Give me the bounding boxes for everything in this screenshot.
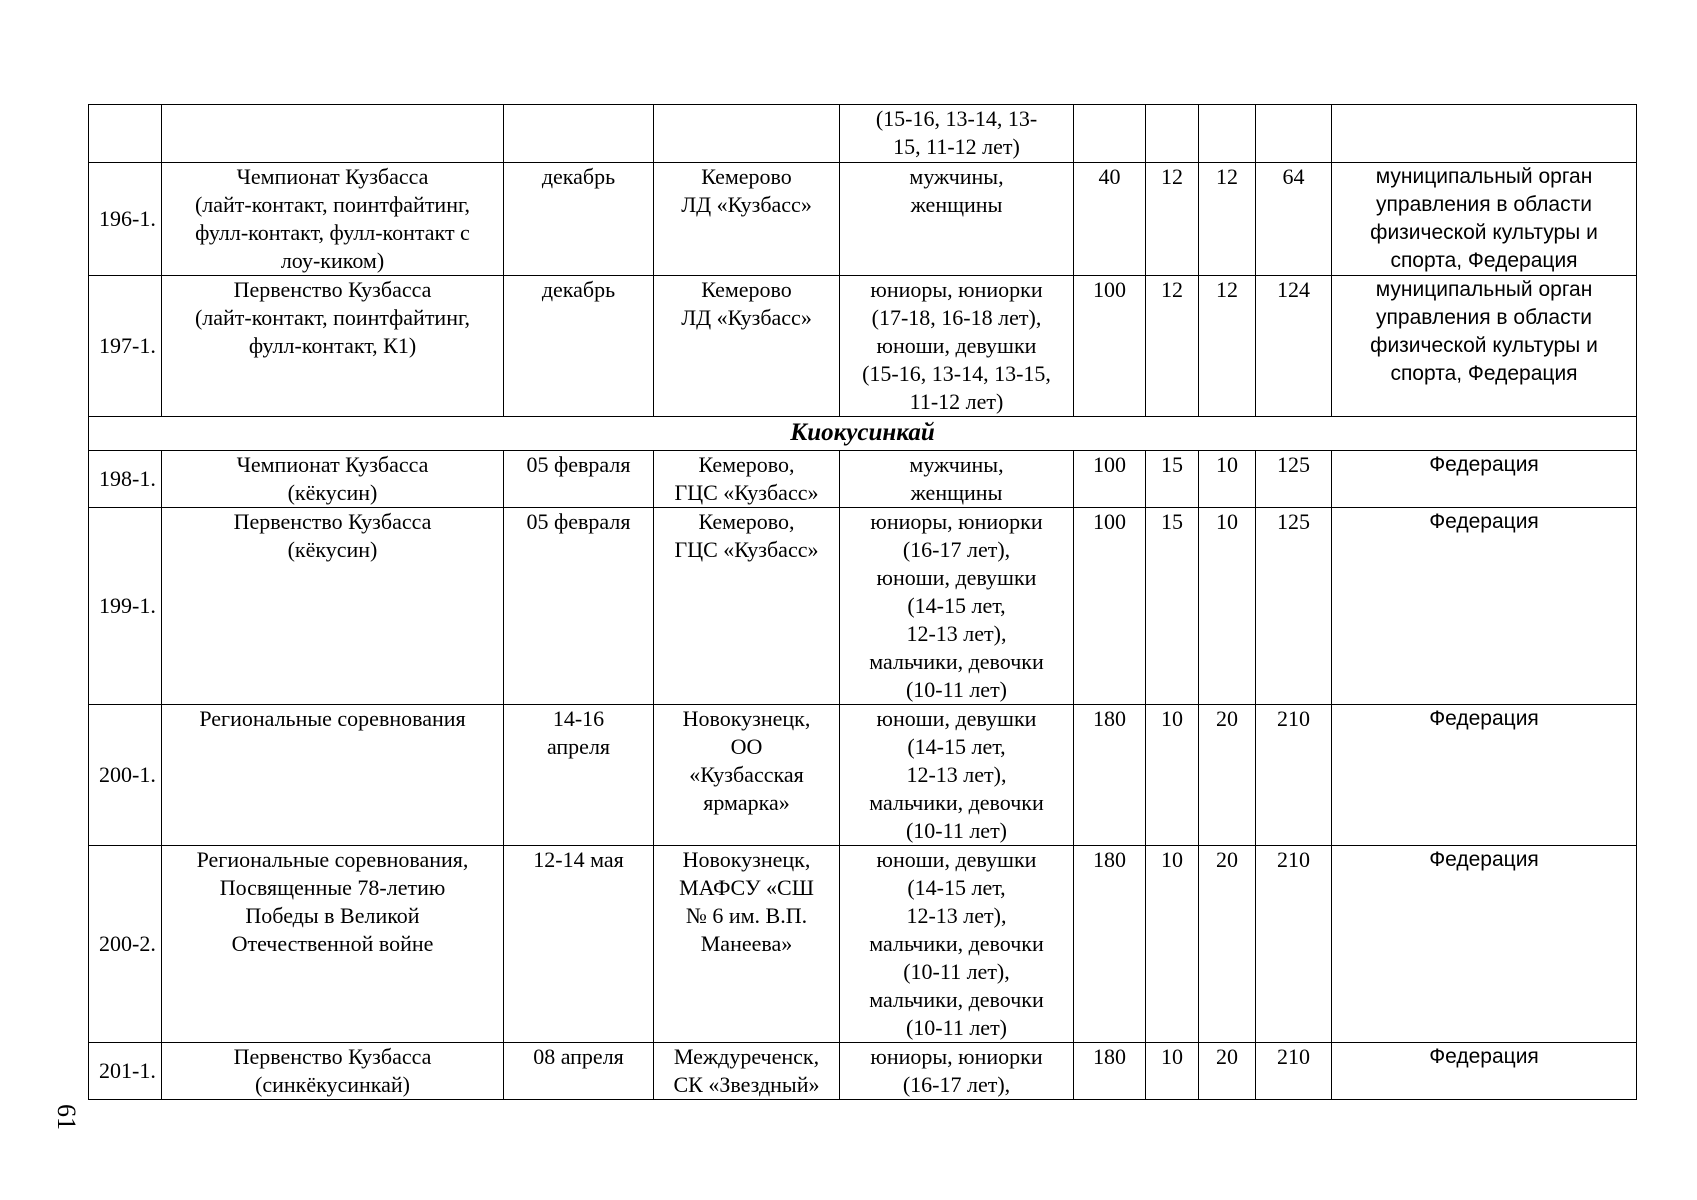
event-place-cell: Новокузнецк, МАФСУ «СШ № 6 им. В.П. Манеева» — [654, 846, 840, 1043]
event-place-cell: Кемерово, ГЦС «Кузбасс» — [654, 451, 840, 508]
event-place-cell: Междуреченск, СК «Звездный» — [654, 1043, 840, 1100]
count-total-cell: 125 — [1256, 451, 1332, 508]
count-a-cell — [1074, 105, 1146, 163]
count-a-cell: 100 — [1074, 451, 1146, 508]
event-name-cell — [162, 105, 504, 163]
row-number-cell — [89, 105, 162, 163]
participants-cell: юниоры, юниорки (16-17 лет), — [840, 1043, 1074, 1100]
row-number-cell: 200-1. — [89, 705, 162, 846]
count-c-cell: 20 — [1199, 705, 1256, 846]
event-date-cell: 05 февраля — [504, 508, 654, 705]
event-name-cell: Чемпионат Кузбасса (лайт-контакт, поинтфайтинг, фулл-контакт, фулл-контакт с лоу-киком) — [162, 163, 504, 276]
table-row — [89, 163, 1637, 276]
count-c-cell: 12 — [1199, 276, 1256, 417]
event-name-cell: Чемпионат Кузбасса (кёкусин) — [162, 451, 504, 508]
count-a-cell: 100 — [1074, 276, 1146, 417]
count-total-cell: 210 — [1256, 705, 1332, 846]
event-name-cell: Региональные соревнования — [162, 705, 504, 846]
page-number: 61 — [52, 1104, 81, 1130]
table-row — [89, 1043, 1637, 1100]
event-date-cell: 05 февраля — [504, 451, 654, 508]
count-total-cell: 124 — [1256, 276, 1332, 417]
participants-cell: (15-16, 13-14, 13- 15, 11-12 лет) — [840, 105, 1074, 163]
organizer-cell: муниципальный орган управления в области физической культуры и спорта, Федерация — [1332, 163, 1637, 276]
count-c-cell: 12 — [1199, 163, 1256, 276]
section-title: Киокусинкай — [89, 417, 1637, 451]
schedule-table — [88, 104, 1637, 1100]
organizer-cell: Федерация — [1332, 508, 1637, 705]
section-header-row — [89, 417, 1637, 451]
table-body-before — [89, 105, 1637, 417]
count-b-cell: 10 — [1146, 705, 1199, 846]
count-b-cell — [1146, 105, 1199, 163]
table-row — [89, 105, 1637, 163]
participants-cell: юниоры, юниорки (17-18, 16-18 лет), юноши, девушки (15-16, 13-14, 13-15, 11-12 лет) — [840, 276, 1074, 417]
row-number-cell: 200-2. — [89, 846, 162, 1043]
count-c-cell: 20 — [1199, 1043, 1256, 1100]
count-b-cell: 15 — [1146, 451, 1199, 508]
event-date-cell: декабрь — [504, 276, 654, 417]
count-a-cell: 180 — [1074, 846, 1146, 1043]
count-a-cell: 180 — [1074, 1043, 1146, 1100]
organizer-cell: Федерация — [1332, 846, 1637, 1043]
organizer-cell: Федерация — [1332, 705, 1637, 846]
count-a-cell: 100 — [1074, 508, 1146, 705]
table-row — [89, 276, 1637, 417]
table-row — [89, 705, 1637, 846]
organizer-cell: муниципальный орган управления в области физической культуры и спорта, Федерация — [1332, 276, 1637, 417]
event-place-cell: Кемерово, ГЦС «Кузбасс» — [654, 508, 840, 705]
table-row — [89, 508, 1637, 705]
table-row — [89, 451, 1637, 508]
row-number-cell: 201-1. — [89, 1043, 162, 1100]
count-a-cell: 40 — [1074, 163, 1146, 276]
count-c-cell: 20 — [1199, 846, 1256, 1043]
event-name-cell: Первенство Кузбасса (синкёкусинкай) — [162, 1043, 504, 1100]
count-b-cell: 10 — [1146, 1043, 1199, 1100]
participants-cell: юноши, девушки (14-15 лет, 12-13 лет), мальчики, девочки (10-11 лет) — [840, 705, 1074, 846]
event-date-cell: 14-16 апреля — [504, 705, 654, 846]
row-number-cell: 199-1. — [89, 508, 162, 705]
table-body-after — [89, 451, 1637, 1100]
count-b-cell: 10 — [1146, 846, 1199, 1043]
event-name-cell: Первенство Кузбасса (лайт-контакт, поинтфайтинг, фулл-контакт, К1) — [162, 276, 504, 417]
organizer-cell: Федерация — [1332, 451, 1637, 508]
event-place-cell: Новокузнецк, ОО «Кузбасская ярмарка» — [654, 705, 840, 846]
organizer-cell: Федерация — [1332, 1043, 1637, 1100]
section-header-body — [89, 417, 1637, 451]
event-place-cell: Кемерово ЛД «Кузбасс» — [654, 276, 840, 417]
table-row — [89, 846, 1637, 1043]
participants-cell: юноши, девушки (14-15 лет, 12-13 лет), мальчики, девочки (10-11 лет), мальчики, девочки (10-11 лет) — [840, 846, 1074, 1043]
event-place-cell — [654, 105, 840, 163]
event-date-cell: 12-14 мая — [504, 846, 654, 1043]
participants-cell: мужчины, женщины — [840, 451, 1074, 508]
event-name-cell: Региональные соревнования, Посвященные 78-летию Победы в Великой Отечественной войне — [162, 846, 504, 1043]
participants-cell: юниоры, юниорки (16-17 лет), юноши, девушки (14-15 лет, 12-13 лет), мальчики, девочки (10-11 лет) — [840, 508, 1074, 705]
count-total-cell: 210 — [1256, 1043, 1332, 1100]
event-date-cell — [504, 105, 654, 163]
row-number-cell: 198-1. — [89, 451, 162, 508]
event-date-cell: декабрь — [504, 163, 654, 276]
row-number-cell: 197-1. — [89, 276, 162, 417]
organizer-cell — [1332, 105, 1637, 163]
row-number-cell: 196-1. — [89, 163, 162, 276]
participants-cell: мужчины, женщины — [840, 163, 1074, 276]
count-c-cell — [1199, 105, 1256, 163]
count-b-cell: 12 — [1146, 276, 1199, 417]
count-total-cell: 64 — [1256, 163, 1332, 276]
count-b-cell: 12 — [1146, 163, 1199, 276]
count-a-cell: 180 — [1074, 705, 1146, 846]
count-b-cell: 15 — [1146, 508, 1199, 705]
count-c-cell: 10 — [1199, 508, 1256, 705]
event-date-cell: 08 апреля — [504, 1043, 654, 1100]
count-c-cell: 10 — [1199, 451, 1256, 508]
event-name-cell: Первенство Кузбасса (кёкусин) — [162, 508, 504, 705]
event-place-cell: Кемерово ЛД «Кузбасс» — [654, 163, 840, 276]
count-total-cell: 125 — [1256, 508, 1332, 705]
count-total-cell — [1256, 105, 1332, 163]
count-total-cell: 210 — [1256, 846, 1332, 1043]
